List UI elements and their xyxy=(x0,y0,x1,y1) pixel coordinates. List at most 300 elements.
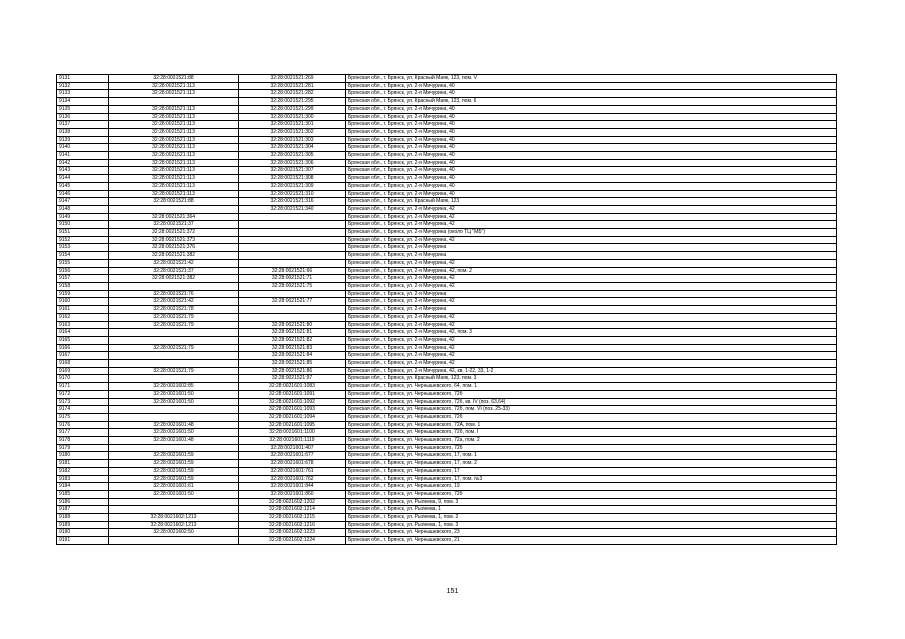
address-cell: Брянская обл., г. Брянск, ул. Красный Маяк, 123, пом. 3 xyxy=(346,375,837,383)
land-cadastral-number-cell: 32:28:0021521:382 xyxy=(109,275,239,283)
table-row xyxy=(57,98,837,106)
land-cadastral-number-cell: 32:28:0021601:48 xyxy=(109,421,239,429)
address-cell: Брянская обл., г. Брянск, ул. Красный Маяк, 123 xyxy=(346,198,837,206)
object-cadastral-number-cell: 32:28:0021521:306 xyxy=(239,159,346,167)
address-cell: Брянская обл., г. Брянск, ул. Чернышевского, 21 xyxy=(346,537,837,545)
object-cadastral-number-cell: 32:28:0021521:305 xyxy=(239,152,346,160)
table-row xyxy=(57,121,837,129)
land-cadastral-number-cell: 32:28:0021521:113 xyxy=(109,144,239,152)
address-cell: Брянская обл., г. Брянск, ул. 2-я Мичурина, 42 xyxy=(346,360,837,368)
object-cadastral-number-cell: 32:28:0021521:83 xyxy=(239,344,346,352)
address-cell: Брянская обл., г. Брянск, ул. 2-я Мичурина (около ТЦ "МБ") xyxy=(346,229,837,237)
object-cadastral-number-cell: 32:28:0021601:761 xyxy=(239,467,346,475)
page-number: 151 xyxy=(446,588,459,595)
address-cell: Брянская обл., г. Брянск, ул. 2-я Мичурина, 42 xyxy=(346,221,837,229)
row-number-cell: 9131 xyxy=(57,75,109,83)
table-row xyxy=(57,444,837,452)
table-row xyxy=(57,483,837,491)
land-cadastral-number-cell: 32:28:0021521:113 xyxy=(109,90,239,98)
land-cadastral-number-cell xyxy=(109,98,239,106)
table-row xyxy=(57,152,837,160)
object-cadastral-number-cell: 32:28:0021521:84 xyxy=(239,352,346,360)
object-cadastral-number-cell: 32:28:0021521:303 xyxy=(239,136,346,144)
land-cadastral-number-cell: 32:28:0021521:113 xyxy=(109,190,239,198)
row-number-cell: 9138 xyxy=(57,128,109,136)
row-number-cell: 9188 xyxy=(57,514,109,522)
table-row xyxy=(57,313,837,321)
row-number-cell: 9137 xyxy=(57,121,109,129)
land-cadastral-number-cell: 32:28:0021601:59 xyxy=(109,452,239,460)
row-number-cell: 9169 xyxy=(57,367,109,375)
address-cell: Брянская обл., г. Брянск, ул. Чернышевского, 23 xyxy=(346,529,837,537)
object-cadastral-number-cell: 32:28:0021602:1202 xyxy=(239,498,346,506)
object-cadastral-number-cell: 32:28:0021521:77 xyxy=(239,298,346,306)
table-row xyxy=(57,182,837,190)
land-cadastral-number-cell: 32:28:0021521:113 xyxy=(109,167,239,175)
object-cadastral-number-cell xyxy=(239,306,346,314)
land-cadastral-number-cell xyxy=(109,329,239,337)
table-row xyxy=(57,113,837,121)
object-cadastral-number-cell xyxy=(239,221,346,229)
land-cadastral-number-cell xyxy=(109,444,239,452)
table-row xyxy=(57,282,837,290)
address-cell: Брянская обл., г. Брянск, ул. Рылеева, 1 xyxy=(346,506,837,514)
address-cell: Брянская обл., г. Брянск, ул. 2-я Мичурина, 42, пом. 2 xyxy=(346,267,837,275)
table-row xyxy=(57,244,837,252)
row-number-cell: 9148 xyxy=(57,205,109,213)
object-cadastral-number-cell: 32:28:0021521:301 xyxy=(239,121,346,129)
land-cadastral-number-cell xyxy=(109,375,239,383)
address-cell: Брянская обл., г. Брянск, ул. Чернышевского, 72б xyxy=(346,390,837,398)
row-number-cell: 9179 xyxy=(57,444,109,452)
table-row xyxy=(57,498,837,506)
land-cadastral-number-cell: 32:28:0021601:59 xyxy=(109,475,239,483)
address-cell: Брянская обл., г. Брянск, ул. Чернышевского, 72а, пом. 2 xyxy=(346,437,837,445)
table-row xyxy=(57,467,837,475)
table-row xyxy=(57,383,837,391)
address-cell: Брянская обл., г. Брянск, ул. 2-я Мичурина, 42 xyxy=(346,282,837,290)
row-number-cell: 9135 xyxy=(57,105,109,113)
table-row xyxy=(57,398,837,406)
address-cell: Брянская обл., г. Брянск, ул. 2-я Мичурина, 40 xyxy=(346,152,837,160)
object-cadastral-number-cell: 32:28:0021521:295 xyxy=(239,98,346,106)
address-cell: Брянская обл., г. Брянск, ул. 2-я Мичурина, 40 xyxy=(346,167,837,175)
object-cadastral-number-cell: 32:28:0021601:407 xyxy=(239,444,346,452)
address-cell: Брянская обл., г. Брянск, ул. 2-я Мичурина, 42 xyxy=(346,344,837,352)
land-cadastral-number-cell: 32:28:0021521:113 xyxy=(109,159,239,167)
land-cadastral-number-cell: 32:28:0021601:48 xyxy=(109,437,239,445)
address-cell: Брянская обл., г. Брянск, ул. 2-я Мичурина, 42 xyxy=(346,213,837,221)
land-cadastral-number-cell: 32:28:0021521:113 xyxy=(109,113,239,121)
land-cadastral-number-cell: 32:28:0021601:50 xyxy=(109,490,239,498)
table-row xyxy=(57,390,837,398)
object-cadastral-number-cell xyxy=(239,259,346,267)
row-number-cell: 9177 xyxy=(57,429,109,437)
row-number-cell: 9143 xyxy=(57,167,109,175)
row-number-cell: 9174 xyxy=(57,406,109,414)
row-number-cell: 9185 xyxy=(57,490,109,498)
address-cell: Брянская обл., г. Брянск, ул. Рылеева, 9, пом. 3 xyxy=(346,498,837,506)
table-row xyxy=(57,429,837,437)
object-cadastral-number-cell: 32:28:0021601:678 xyxy=(239,460,346,468)
address-cell: Брянская обл., г. Брянск, ул. 2-я Мичурина, 40 xyxy=(346,105,837,113)
address-cell: Брянская обл., г. Брянск, ул. Чернышевского, 72б xyxy=(346,413,837,421)
table-row xyxy=(57,213,837,221)
address-cell: Брянская обл., г. Брянск, ул. Чернышевского, 72б xyxy=(346,490,837,498)
land-cadastral-number-cell: 32:28:0021521:88 xyxy=(109,198,239,206)
land-cadastral-number-cell: 32:28:0021521:37 xyxy=(109,267,239,275)
table-row xyxy=(57,406,837,414)
table-row xyxy=(57,490,837,498)
address-cell: Брянская обл., г. Брянск, ул. Чернышевского, 17, пом. 2 xyxy=(346,460,837,468)
object-cadastral-number-cell xyxy=(239,236,346,244)
address-cell: Брянская обл., г. Брянск, ул. Чернышевского, 17 xyxy=(346,467,837,475)
land-cadastral-number-cell: 32:28:0021521:79 xyxy=(109,344,239,352)
land-cadastral-number-cell: 32:28:0021521:79 xyxy=(109,321,239,329)
row-number-cell: 9187 xyxy=(57,506,109,514)
land-cadastral-number-cell: 32:28:0021521:79 xyxy=(109,367,239,375)
object-cadastral-number-cell: 32:28:0021602:1223 xyxy=(239,529,346,537)
table-row xyxy=(57,321,837,329)
object-cadastral-number-cell xyxy=(239,252,346,260)
row-number-cell: 9133 xyxy=(57,90,109,98)
cadastral-table xyxy=(56,74,837,545)
address-cell: Брянская обл., г. Брянск, ул. 2-я Мичурина, 42 xyxy=(346,336,837,344)
address-cell: Брянская обл., г. Брянск, ул. Чернышевского, 19 xyxy=(346,483,837,491)
object-cadastral-number-cell: 32:28:0021521:308 xyxy=(239,175,346,183)
address-cell: Брянская обл., г. Брянск, ул. 2-я Мичурина, 42 xyxy=(346,259,837,267)
address-cell: Брянская обл., г. Брянск, ул. Чернышевского, 72А, пом. 1 xyxy=(346,421,837,429)
table-row xyxy=(57,367,837,375)
table-row xyxy=(57,136,837,144)
object-cadastral-number-cell: 32:28:0021521:80 xyxy=(239,321,346,329)
row-number-cell: 9149 xyxy=(57,213,109,221)
row-number-cell: 9173 xyxy=(57,398,109,406)
table-row xyxy=(57,452,837,460)
object-cadastral-number-cell: 32:28:0021521:66 xyxy=(239,267,346,275)
land-cadastral-number-cell: 32:28:0021521:42 xyxy=(109,259,239,267)
object-cadastral-number-cell: 32:28:0021521:304 xyxy=(239,144,346,152)
land-cadastral-number-cell: 32:28:0021521:78 xyxy=(109,306,239,314)
table-row xyxy=(57,259,837,267)
object-cadastral-number-cell: 32:28:0021601:1095 xyxy=(239,421,346,429)
land-cadastral-number-cell: 32:28:0021521:113 xyxy=(109,121,239,129)
row-number-cell: 9140 xyxy=(57,144,109,152)
row-number-cell: 9162 xyxy=(57,313,109,321)
row-number-cell: 9152 xyxy=(57,236,109,244)
address-cell: Брянская обл., г. Брянск, ул. 2-я Мичурина, 40 xyxy=(346,113,837,121)
object-cadastral-number-cell: 32:28:0021601:762 xyxy=(239,475,346,483)
row-number-cell: 9186 xyxy=(57,498,109,506)
address-cell: Брянская обл., г. Брянск, ул. 2-я Мичурина, 40 xyxy=(346,190,837,198)
object-cadastral-number-cell: 32:28:0021601:1119 xyxy=(239,437,346,445)
object-cadastral-number-cell: 32:28:0021601:844 xyxy=(239,483,346,491)
table-row xyxy=(57,344,837,352)
object-cadastral-number-cell: 32:28:0021601:1083 xyxy=(239,383,346,391)
land-cadastral-number-cell: 32:28:0021521:113 xyxy=(109,175,239,183)
land-cadastral-number-cell: 32:28:0021521:42 xyxy=(109,298,239,306)
address-cell: Брянская обл., г. Брянск, ул. 2-я Мичурина, 42 xyxy=(346,275,837,283)
address-cell: Брянская обл., г. Брянск, ул. 2-я Мичурина, 40 xyxy=(346,82,837,90)
land-cadastral-number-cell xyxy=(109,498,239,506)
table-row xyxy=(57,290,837,298)
row-number-cell: 9182 xyxy=(57,467,109,475)
object-cadastral-number-cell: 32:28:0021521:307 xyxy=(239,167,346,175)
table-row xyxy=(57,198,837,206)
address-cell: Брянская обл., г. Брянск, ул. 2-я Мичурина, 40 xyxy=(346,159,837,167)
address-cell: Брянская обл., г. Брянск, ул. Чернышевского, 64, пом. 1 xyxy=(346,383,837,391)
table-row xyxy=(57,421,837,429)
object-cadastral-number-cell: 32:28:0021601:1091 xyxy=(239,390,346,398)
table-row xyxy=(57,82,837,90)
address-cell: Брянская обл., г. Брянск, ул. Чернышевского, 72б, пом. I xyxy=(346,429,837,437)
object-cadastral-number-cell: 32:28:0021521:302 xyxy=(239,128,346,136)
row-number-cell: 9141 xyxy=(57,152,109,160)
row-number-cell: 9151 xyxy=(57,229,109,237)
land-cadastral-number-cell: 32:28:0021601:50 xyxy=(109,390,239,398)
address-cell: Брянская обл., г. Брянск, ул. 2-я Мичурина, 42 xyxy=(346,313,837,321)
row-number-cell: 9154 xyxy=(57,252,109,260)
table-row xyxy=(57,167,837,175)
row-number-cell: 9167 xyxy=(57,352,109,360)
address-cell: Брянская обл., г. Брянск, ул. 2-я Мичурина, 42 xyxy=(346,298,837,306)
table-row xyxy=(57,506,837,514)
object-cadastral-number-cell xyxy=(239,229,346,237)
table-row xyxy=(57,537,837,545)
table-row xyxy=(57,128,837,136)
land-cadastral-number-cell: 32:28:0021521:372 xyxy=(109,229,239,237)
land-cadastral-number-cell: 32:28:0021521:76 xyxy=(109,290,239,298)
land-cadastral-number-cell: 32:28:0021521:364 xyxy=(109,213,239,221)
object-cadastral-number-cell: 32:28:0021521:97 xyxy=(239,375,346,383)
table-row xyxy=(57,221,837,229)
row-number-cell: 9157 xyxy=(57,275,109,283)
address-cell: Брянская обл., г. Брянск, ул. Красный Маяк, 123, пом. V xyxy=(346,75,837,83)
address-cell: Брянская обл., г. Брянск, ул. 2-я Мичурина xyxy=(346,290,837,298)
object-cadastral-number-cell: 32:28:0021521:82 xyxy=(239,336,346,344)
address-cell: Брянская обл., г. Брянск, ул. Красный Маяк, 123, пом. 6 xyxy=(346,98,837,106)
object-cadastral-number-cell: 32:28:0021521:85 xyxy=(239,360,346,368)
table-body xyxy=(57,75,837,545)
table-row xyxy=(57,352,837,360)
object-cadastral-number-cell: 32:28:0021521:310 xyxy=(239,190,346,198)
land-cadastral-number-cell: 32:28:0021601:61 xyxy=(109,483,239,491)
table-row xyxy=(57,329,837,337)
table-row xyxy=(57,190,837,198)
land-cadastral-number-cell xyxy=(109,506,239,514)
row-number-cell: 9168 xyxy=(57,360,109,368)
row-number-cell: 9155 xyxy=(57,259,109,267)
land-cadastral-number-cell xyxy=(109,537,239,545)
land-cadastral-number-cell: 32:28:0021601:59 xyxy=(109,460,239,468)
table-row xyxy=(57,236,837,244)
table-row xyxy=(57,529,837,537)
row-number-cell: 9142 xyxy=(57,159,109,167)
row-number-cell: 9132 xyxy=(57,82,109,90)
land-cadastral-number-cell: 32:28:0021521:113 xyxy=(109,128,239,136)
address-cell: Брянская обл., г. Брянск, ул. 2-я Мичурина, 40 xyxy=(346,128,837,136)
row-number-cell: 9139 xyxy=(57,136,109,144)
address-cell: Брянская обл., г. Брянск, ул. 2-я Мичурина, 40 xyxy=(346,175,837,183)
land-cadastral-number-cell: 32:28:0021521:88 xyxy=(109,75,239,83)
address-cell: Брянская обл., г. Брянск, ул. 2-я Мичурина, 42 xyxy=(346,236,837,244)
object-cadastral-number-cell: 32:28:0021601:1093 xyxy=(239,406,346,414)
row-number-cell: 9189 xyxy=(57,521,109,529)
row-number-cell: 9172 xyxy=(57,390,109,398)
object-cadastral-number-cell: 32:28:0021521:269 xyxy=(239,75,346,83)
address-cell: Брянская обл., г. Брянск, ул. Рылеева, 1, пом. 2 xyxy=(346,514,837,522)
land-cadastral-number-cell xyxy=(109,413,239,421)
object-cadastral-number-cell: 32:28:0021521:282 xyxy=(239,90,346,98)
address-cell: Брянская обл., г. Брянск, ул. 2-я Мичурина, 40 xyxy=(346,90,837,98)
land-cadastral-number-cell: 32:28:0021521:373 xyxy=(109,236,239,244)
table-row xyxy=(57,460,837,468)
land-cadastral-number-cell: 32:28:0021521:79 xyxy=(109,313,239,321)
address-cell: Брянская обл., г. Брянск, ул. 2-я Мичурина, 40 xyxy=(346,182,837,190)
object-cadastral-number-cell: 32:28:0021521:75 xyxy=(239,282,346,290)
address-cell: Брянская обл., г. Брянск, ул. 2-я Мичурина xyxy=(346,306,837,314)
land-cadastral-number-cell: 32:28:0021521:37 xyxy=(109,221,239,229)
table-row xyxy=(57,375,837,383)
object-cadastral-number-cell: 32:28:0021601:1092 xyxy=(239,398,346,406)
table-row xyxy=(57,105,837,113)
address-cell: Брянская обл., г. Брянск, ул. 2-я Мичурина, 42 xyxy=(346,205,837,213)
row-number-cell: 9146 xyxy=(57,190,109,198)
row-number-cell: 9159 xyxy=(57,290,109,298)
row-number-cell: 9170 xyxy=(57,375,109,383)
table-row xyxy=(57,521,837,529)
address-cell: Брянская обл., г. Брянск, ул. Чернышевского, 72б xyxy=(346,444,837,452)
row-number-cell: 9178 xyxy=(57,437,109,445)
object-cadastral-number-cell: 32:28:0021601:1094 xyxy=(239,413,346,421)
land-cadastral-number-cell xyxy=(109,282,239,290)
table-row xyxy=(57,306,837,314)
row-number-cell: 9190 xyxy=(57,529,109,537)
object-cadastral-number-cell: 32:28:0021521:299 xyxy=(239,105,346,113)
land-cadastral-number-cell xyxy=(109,205,239,213)
row-number-cell: 9156 xyxy=(57,267,109,275)
table-row xyxy=(57,229,837,237)
table-row xyxy=(57,413,837,421)
table-row xyxy=(57,90,837,98)
row-number-cell: 9175 xyxy=(57,413,109,421)
row-number-cell: 9176 xyxy=(57,421,109,429)
object-cadastral-number-cell: 32:28:0021521:86 xyxy=(239,367,346,375)
row-number-cell: 9161 xyxy=(57,306,109,314)
land-cadastral-number-cell xyxy=(109,336,239,344)
address-cell: Брянская обл., г. Брянск, ул. 2-я Мичурина, 42, пом. 3 xyxy=(346,329,837,337)
land-cadastral-number-cell: 32:28:0021521:382 xyxy=(109,252,239,260)
land-cadastral-number-cell: 32:28:0021521:376 xyxy=(109,244,239,252)
address-cell: Брянская обл., г. Брянск, ул. 2-я Мичурина xyxy=(346,244,837,252)
land-cadastral-number-cell: 32:28:0021602:85 xyxy=(109,383,239,391)
address-cell: Брянская обл., г. Брянск, ул. 2-я Мичурина, 40 xyxy=(346,121,837,129)
address-cell: Брянская обл., г. Брянск, ул. Рылеева, 1, пом. 3 xyxy=(346,521,837,529)
table-row xyxy=(57,75,837,83)
row-number-cell: 9180 xyxy=(57,452,109,460)
object-cadastral-number-cell: 32:28:0021521:281 xyxy=(239,82,346,90)
land-cadastral-number-cell: 32:28:0021602:1213 xyxy=(109,521,239,529)
address-cell: Брянская обл., г. Брянск, ул. 2-я Мичурина, 40 xyxy=(346,144,837,152)
land-cadastral-number-cell: 32:28:0021602:1213 xyxy=(109,514,239,522)
land-cadastral-number-cell: 32:28:0021521:113 xyxy=(109,105,239,113)
land-cadastral-number-cell: 32:28:0021521:113 xyxy=(109,136,239,144)
land-cadastral-number-cell: 32:28:0021601:50 xyxy=(109,398,239,406)
object-cadastral-number-cell xyxy=(239,213,346,221)
land-cadastral-number-cell: 32:28:0021601:50 xyxy=(109,429,239,437)
address-cell: Брянская обл., г. Брянск, ул. 2-я Мичурина, 40 xyxy=(346,136,837,144)
row-number-cell: 9144 xyxy=(57,175,109,183)
table-row xyxy=(57,298,837,306)
land-cadastral-number-cell xyxy=(109,406,239,414)
object-cadastral-number-cell: 32:28:0021521:316 xyxy=(239,198,346,206)
object-cadastral-number-cell: 32:28:0021521:309 xyxy=(239,182,346,190)
table-row xyxy=(57,437,837,445)
table-row xyxy=(57,144,837,152)
land-cadastral-number-cell: 32:28:0021601:59 xyxy=(109,467,239,475)
row-number-cell: 9171 xyxy=(57,383,109,391)
address-cell: Брянская обл., г. Брянск, ул. 2-я Мичурина, 42 xyxy=(346,352,837,360)
table-row xyxy=(57,205,837,213)
row-number-cell: 9163 xyxy=(57,321,109,329)
table-row xyxy=(57,275,837,283)
land-cadastral-number-cell: 32:28:0021602:50 xyxy=(109,529,239,537)
object-cadastral-number-cell: 32:28:0021602:1214 xyxy=(239,506,346,514)
object-cadastral-number-cell: 32:28:0021602:1215 xyxy=(239,514,346,522)
address-cell: Брянская обл., г. Брянск, ул. 2-я Мичурина, 42 xyxy=(346,321,837,329)
land-cadastral-number-cell: 32:28:0021521:113 xyxy=(109,82,239,90)
table-row xyxy=(57,159,837,167)
address-cell: Брянская обл., г. Брянск, ул. 2-я Мичурина xyxy=(346,252,837,260)
object-cadastral-number-cell: 32:28:0021601:677 xyxy=(239,452,346,460)
object-cadastral-number-cell: 32:28:0021601:1100 xyxy=(239,429,346,437)
address-cell: Брянская обл., г. Брянск, ул. 2-я Мичурина, 42, кв. 1-22, 33, 1-2 xyxy=(346,367,837,375)
address-cell: Брянская обл., г. Брянск, ул. Чернышевского, 72б, кв. IV (поз. 63,64) xyxy=(346,398,837,406)
row-number-cell: 9136 xyxy=(57,113,109,121)
table-row xyxy=(57,360,837,368)
object-cadastral-number-cell: 32:28:0021601:860 xyxy=(239,490,346,498)
row-number-cell: 9160 xyxy=(57,298,109,306)
object-cadastral-number-cell: 32:28:0021521:300 xyxy=(239,113,346,121)
object-cadastral-number-cell xyxy=(239,244,346,252)
row-number-cell: 9134 xyxy=(57,98,109,106)
table-row xyxy=(57,175,837,183)
address-cell: Брянская обл., г. Брянск, ул. Чернышевского, 17, пом. №3 xyxy=(346,475,837,483)
row-number-cell: 9165 xyxy=(57,336,109,344)
table-row xyxy=(57,252,837,260)
row-number-cell: 9166 xyxy=(57,344,109,352)
row-number-cell: 9153 xyxy=(57,244,109,252)
land-cadastral-number-cell: 32:28:0021521:113 xyxy=(109,152,239,160)
row-number-cell: 9147 xyxy=(57,198,109,206)
object-cadastral-number-cell xyxy=(239,290,346,298)
object-cadastral-number-cell: 32:28:0021602:1224 xyxy=(239,537,346,545)
object-cadastral-number-cell: 32:28:0021521:81 xyxy=(239,329,346,337)
row-number-cell: 9184 xyxy=(57,483,109,491)
row-number-cell: 9158 xyxy=(57,282,109,290)
row-number-cell: 9181 xyxy=(57,460,109,468)
row-number-cell: 9145 xyxy=(57,182,109,190)
land-cadastral-number-cell xyxy=(109,360,239,368)
row-number-cell: 9164 xyxy=(57,329,109,337)
table-row xyxy=(57,336,837,344)
address-cell: Брянская обл., г. Брянск, ул. Чернышевского, 72б, пом. VI (поз. 25-33) xyxy=(346,406,837,414)
object-cadastral-number-cell: 32:28:0021602:1216 xyxy=(239,521,346,529)
object-cadastral-number-cell: 32:28:0021521:71 xyxy=(239,275,346,283)
land-cadastral-number-cell: 32:28:0021521:113 xyxy=(109,182,239,190)
object-cadastral-number-cell: 32:28:0021521:340 xyxy=(239,205,346,213)
row-number-cell: 9183 xyxy=(57,475,109,483)
